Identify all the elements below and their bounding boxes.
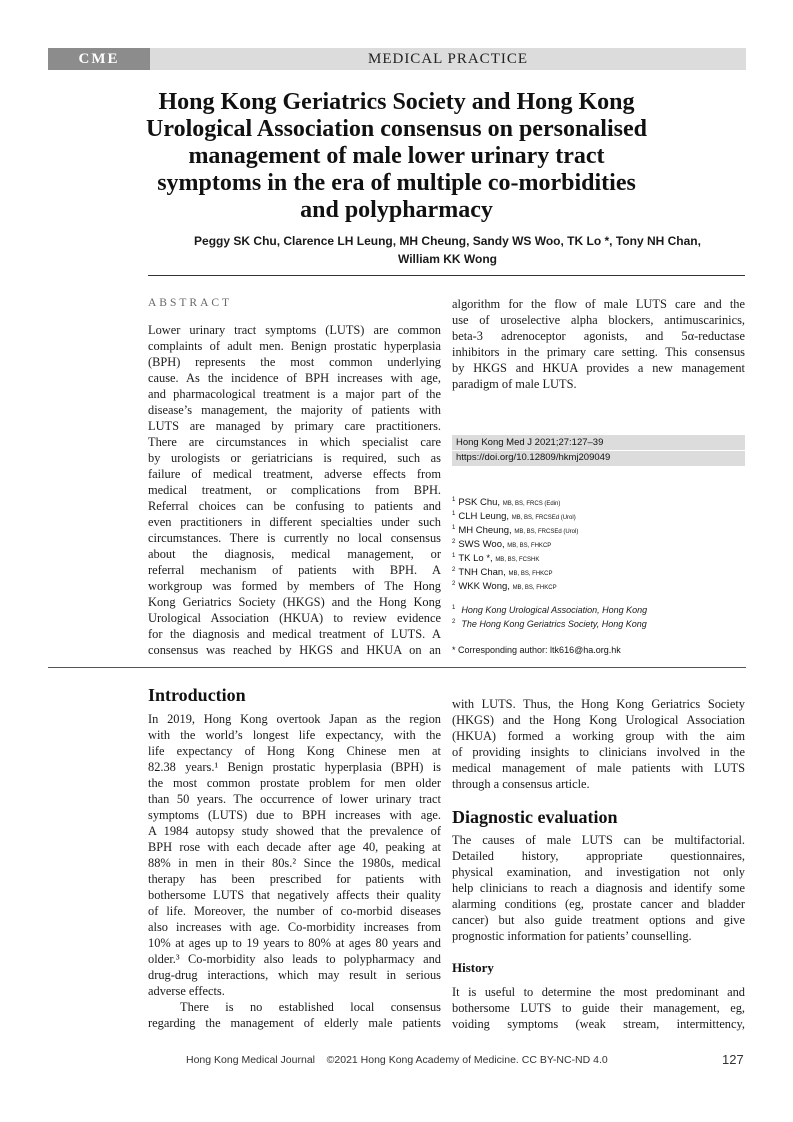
- text-line: There are circumstances in which specialist care: [148, 435, 441, 449]
- divider: [48, 667, 746, 668]
- text-line: disease’s management, the majority of patients with: [148, 403, 441, 417]
- text-line: LUTS are managed by primary care practitioners.: [148, 419, 441, 433]
- diagnostic-text: [452, 832, 745, 944]
- text-line: medical treatment, or complications from BPH.: [148, 483, 441, 497]
- article-title: [140, 89, 653, 224]
- text-line: beta-3 adrenoceptor agonists, and 5α-reductase: [452, 329, 745, 343]
- subsection-heading-history: History: [452, 960, 494, 975]
- abstract-text-col2: [452, 296, 745, 392]
- text-line: (HKUA) formed a working group with the aim: [452, 729, 745, 743]
- author-line: William KK Wong: [398, 252, 497, 266]
- text-line: circumstances. There is currently no local consensus: [148, 531, 441, 545]
- text-line: referral mechanism of patients with BPH. A: [148, 563, 441, 577]
- text-line: voiding symptoms (weak stream, intermittency,: [452, 1017, 745, 1031]
- text-line: In 2019, Hong Kong overtook Japan as the region: [148, 712, 441, 726]
- abstract-text-col1: [148, 322, 441, 658]
- text-line: with LUTS. Thus, the Hong Kong Geriatrics Society: [452, 697, 745, 711]
- text-line: cancer) but also guide treatment options and give: [452, 913, 745, 927]
- text-line: workgroup was formed by members of The Hong: [148, 579, 441, 593]
- text-line: for the diagnosis and medical treatment of LUTS. A: [148, 627, 441, 641]
- section-tag-cme: CME: [48, 48, 150, 70]
- text-line: cause. As the incidence of BPH increases with age,: [148, 371, 441, 385]
- corresponding-author: * Corresponding author: ltk616@ha.org.hk: [452, 645, 621, 655]
- text-line: life expectancy of Hong Kong Chinese men at: [148, 744, 441, 758]
- text-line: prognostic information for patients’ counselling.: [452, 929, 692, 943]
- text-line: by urologists or geriatricians is required, such as: [148, 451, 441, 465]
- page-number: 127: [722, 1052, 744, 1067]
- affiliation-entry: $^1$ CLH Leung, MB, BS, FRCSEd (Urol): [452, 511, 576, 523]
- title-line: symptoms in the era of multiple co-morbidities: [157, 170, 636, 196]
- text-line: It is useful to determine the most predominant and: [452, 985, 745, 999]
- text-line: Kong Geriatrics Society (HKGS) and the Hong Kong: [148, 595, 441, 609]
- text-line: bothersome LUTS to guide their management, eg,: [452, 1001, 745, 1015]
- text-line: Urological Association (HKUA) to review evidence: [148, 611, 441, 625]
- text-line: A 1984 autopsy study showed that the prevalence of: [148, 824, 441, 838]
- text-line: inhibitors in the primary care setting. This consensus: [452, 345, 745, 359]
- section-header: MEDICAL PRACTICE: [150, 48, 746, 70]
- title-line: Urological Association consensus on personalised: [146, 116, 647, 142]
- text-line: about the diagnosis, medical management, or: [148, 547, 441, 561]
- text-line: Detailed history, appropriate questionnaires,: [452, 849, 745, 863]
- text-line: 88% in men in their 80s.² Since the 1980s, medical: [148, 856, 441, 870]
- text-line: 82.38 years.¹ Benign prostatic hyperplasia (BPH) is: [148, 760, 441, 774]
- text-line: complaints of adult men. Benign prostatic hyperplasia: [148, 339, 441, 353]
- text-line: the most common prostate problem for men older: [148, 776, 441, 790]
- section-heading-introduction: Introduction: [148, 685, 246, 705]
- text-line: of providing insights to clinicians involved in the: [452, 745, 745, 759]
- divider: [452, 450, 745, 451]
- title-line: and polypharmacy: [300, 197, 493, 223]
- text-line: (BPH) represents the most common underlying: [148, 355, 441, 369]
- text-line: failure of medical treatment, adverse effects from: [148, 467, 441, 481]
- text-line: Lower urinary tract symptoms (LUTS) are common: [148, 323, 441, 337]
- affiliation-entry: $^1$ MH Cheung, MB, BS, FRCSEd (Urol): [452, 525, 579, 537]
- history-text: [452, 984, 745, 1032]
- affiliation-entry: $^1$ PSK Chu, MB, BS, FRCS (Edin): [452, 497, 561, 509]
- divider: [148, 275, 745, 276]
- text-line: adverse effects.: [148, 984, 225, 998]
- text-line: physical examination, and investigation not only: [452, 865, 745, 879]
- text-line: older.³ Co-morbidity also leads to polypharmacy and: [148, 952, 441, 966]
- text-line: regarding the management of elderly male patients: [148, 1016, 441, 1030]
- text-line: also increases with age. Co-morbidity increases from: [148, 920, 441, 934]
- abstract-heading: ABSTRACT: [148, 297, 233, 309]
- affiliation-entry: $^1$ TK Lo *, MB, BS, FCSHK: [452, 553, 540, 565]
- journal-reference: Hong Kong Med J 2021;27:127–39: [456, 437, 604, 448]
- text-line: medical management of male patients with LUTS: [452, 761, 745, 775]
- text-line: algorithm for the flow of male LUTS care and the: [452, 297, 745, 311]
- affiliation-entry: $^2$ SWS Woo, MB, BS, FHKCP: [452, 539, 552, 551]
- affiliation-entry: $^2$ WKK Wong, MB, BS, FHKCP: [452, 581, 557, 593]
- text-line: The causes of male LUTS can be multifactorial.: [452, 833, 745, 847]
- text-line: use of uroselective alpha blockers, antimuscarinics,: [452, 313, 745, 327]
- text-line: (HKGS) and the Hong Kong Urological Association: [452, 713, 745, 727]
- introduction-text-col1: [148, 711, 441, 1031]
- text-line: BPH rose with each decade after age 40, peaking at: [148, 840, 441, 854]
- text-line: help clinicians to reach a diagnosis and identify some: [452, 881, 745, 895]
- text-line: than 50 years. The occurrence of lower urinary tract: [148, 792, 441, 806]
- text-line: alarming conditions (eg, prostate cancer and bladder: [452, 897, 745, 911]
- title-line: management of male lower urinary tract: [188, 143, 605, 169]
- text-line: even practitioners in different specialties under such: [148, 515, 441, 529]
- text-line: There is no established local consensus: [180, 1000, 441, 1014]
- title-line: Hong Kong Geriatrics Society and Hong Kong: [158, 89, 635, 115]
- text-line: and pharmacological treatment is a major part of the: [148, 387, 441, 401]
- text-line: bothersome LUTS that negatively affects their quality: [148, 888, 441, 902]
- text-line: by HKGS and HKUA provides a new management: [452, 361, 745, 375]
- text-line: symptoms (LUTS) due to BPH increases with age.: [148, 808, 441, 822]
- text-line: drug-drug interactions, which may result in serious: [148, 968, 441, 982]
- institution-entry: $^1$ Hong Kong Urological Association, Hong Kong: [452, 605, 648, 615]
- institution-entry: $^2$ The Hong Kong Geriatrics Society, Hong Kong: [452, 619, 647, 629]
- author-list: [150, 232, 745, 268]
- text-line: of life. Moreover, the number of co-morbid diseases: [148, 904, 441, 918]
- section-heading-diagnostic-evaluation: Diagnostic evaluation: [452, 807, 618, 827]
- text-line: therapy has been prescribed for patients with: [148, 872, 441, 886]
- text-line: 10% at ages up to 19 years to 80% at ages 80 years and: [148, 936, 441, 950]
- text-line: with the world’s longest life expectancy, with the: [148, 728, 441, 742]
- author-line: Peggy SK Chu, Clarence LH Leung, MH Cheung, Sandy WS Woo, TK Lo *, Tony NH Chan,: [194, 234, 701, 248]
- text-line: paradigm of male LUTS.: [452, 377, 577, 391]
- introduction-text-col2: [452, 696, 745, 792]
- text-line: consensus was reached by HKGS and HKUA on an: [148, 643, 441, 657]
- doi-link[interactable]: https://doi.org/10.12809/hkmj209049: [456, 452, 611, 463]
- text-line: Referral choices can be confusing to patients and: [148, 499, 441, 513]
- page-footer: Hong Kong Medical Journal ©2021 Hong Kong Academy of Medicine. CC BY-NC-ND 4.0: [186, 1054, 608, 1066]
- text-line: through a consensus article.: [452, 777, 590, 791]
- affiliation-entry: $^2$ TNH Chan, MB, BS, FHKCP: [452, 567, 553, 579]
